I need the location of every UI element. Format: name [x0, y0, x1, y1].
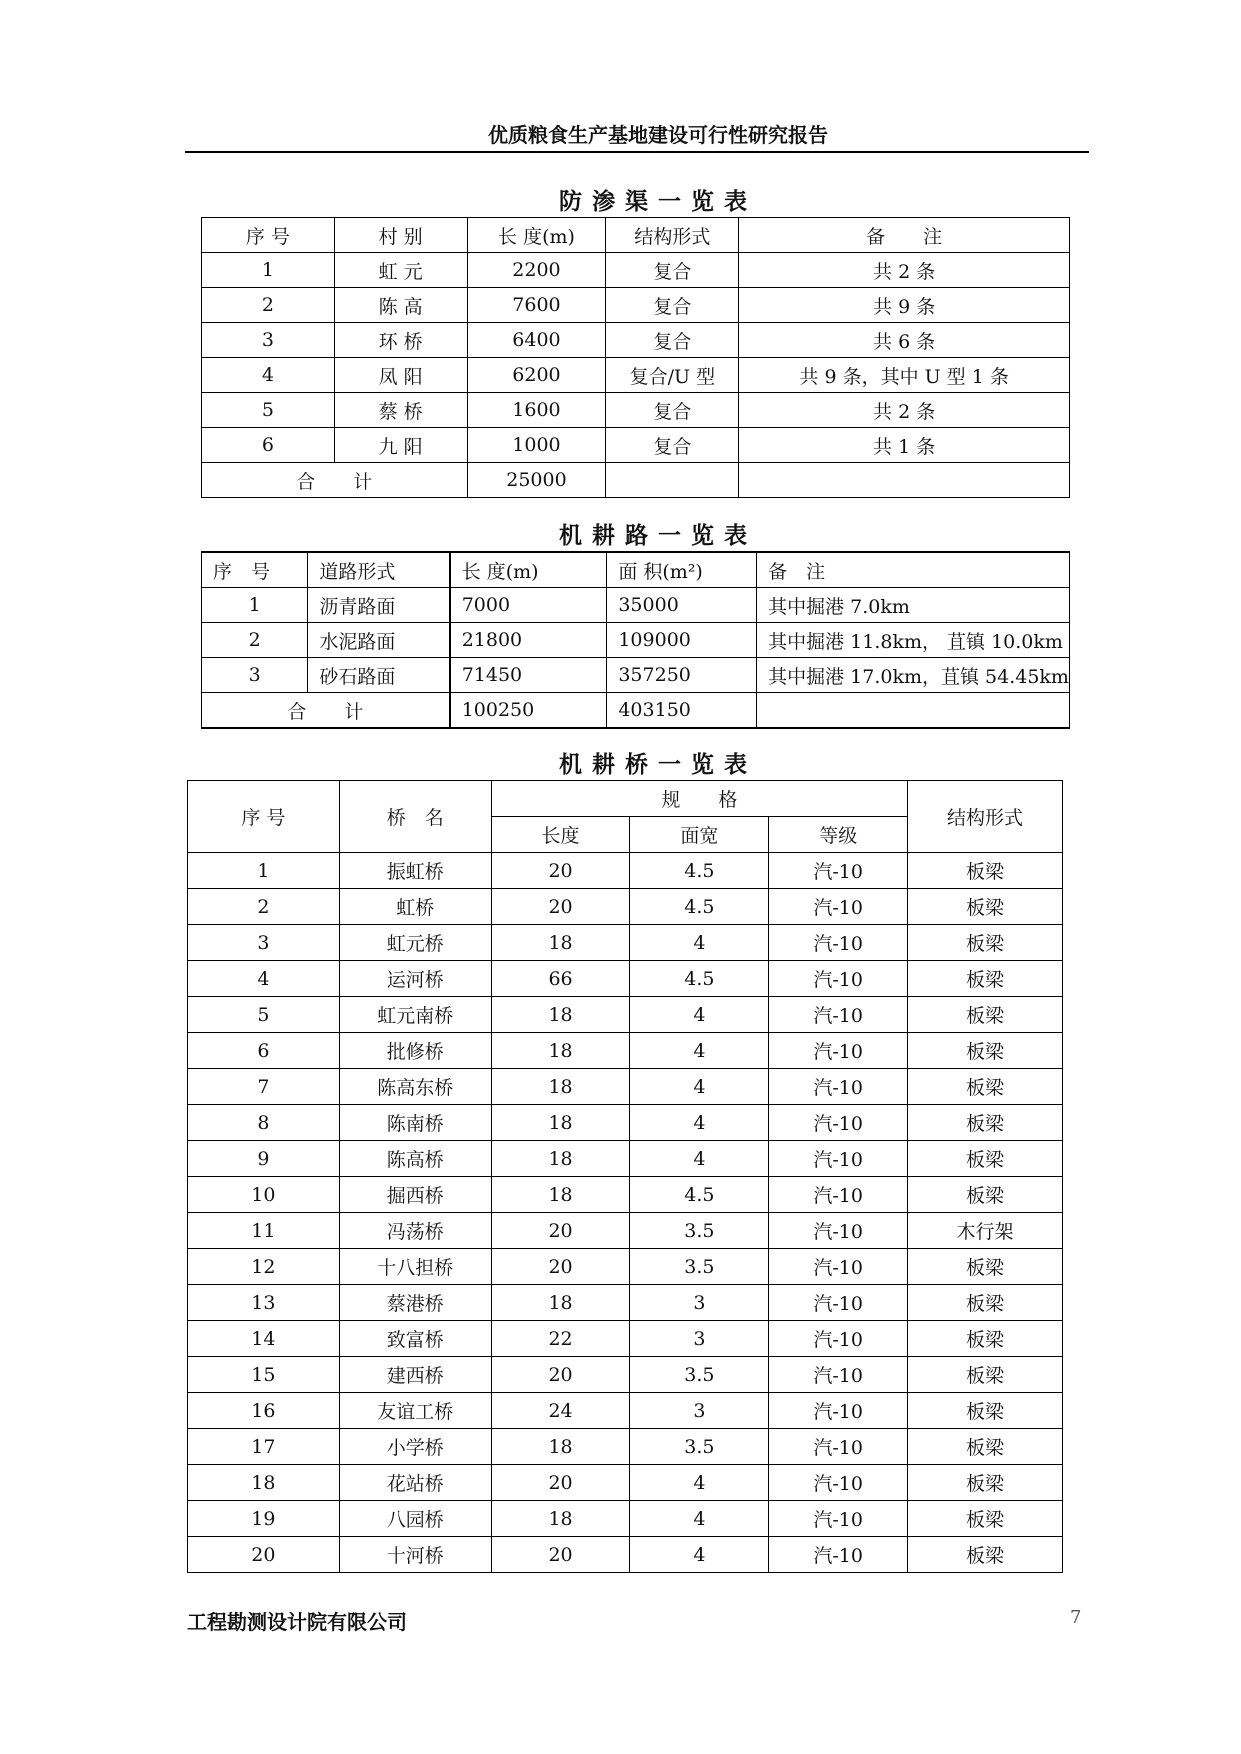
cell-structure: 复合 — [606, 253, 739, 288]
header-cell: 序 号 — [188, 781, 340, 853]
farm-road-table — [201, 551, 1070, 729]
cell-structure: 复合 — [606, 428, 739, 463]
table-row — [188, 1501, 1063, 1537]
cell-no: 2 — [188, 889, 340, 925]
cell-area: 35000 — [607, 588, 757, 623]
table-row — [188, 1141, 1063, 1177]
total-area: 403150 — [607, 693, 757, 729]
footer-company: 工程勘测设计院有限公司 — [187, 1610, 407, 1634]
cell-bridge-name: 陈高桥 — [339, 1141, 491, 1177]
table-row — [188, 1321, 1063, 1357]
total-length: 25000 — [467, 463, 606, 498]
cell-width: 4 — [630, 1069, 769, 1105]
header-cell: 道路形式 — [308, 552, 450, 588]
cell-bridge-name: 陈南桥 — [339, 1105, 491, 1141]
cell-empty — [757, 693, 1070, 729]
cell-no: 17 — [188, 1429, 340, 1465]
cell-width: 3 — [630, 1285, 769, 1321]
cell-remark: 共 9 条 — [739, 288, 1070, 323]
cell-length: 20 — [491, 1537, 630, 1573]
cell-remark: 其中掘港 11.8km， 苴镇 10.0km — [757, 623, 1070, 658]
cell-bridge-name: 花站桥 — [339, 1465, 491, 1501]
cell-grade: 汽-10 — [769, 1177, 908, 1213]
cell-road-type: 砂石路面 — [308, 658, 450, 693]
cell-no: 3 — [188, 925, 340, 961]
cell-bridge-name: 冯荡桥 — [339, 1213, 491, 1249]
cell-structure: 板梁 — [908, 961, 1063, 997]
cell-structure: 板梁 — [908, 1033, 1063, 1069]
bridge-rows — [188, 853, 1063, 1573]
cell-length: 22 — [491, 1321, 630, 1357]
cell-no: 16 — [188, 1393, 340, 1429]
cell-width: 3.5 — [630, 1213, 769, 1249]
cell-village: 蔡 桥 — [334, 393, 467, 428]
cell-bridge-name: 小学桥 — [339, 1429, 491, 1465]
cell-remark: 其中掘港 7.0km — [757, 588, 1070, 623]
cell-remark: 共 1 条 — [739, 428, 1070, 463]
cell-structure: 板梁 — [908, 853, 1063, 889]
cell-grade: 汽-10 — [769, 1537, 908, 1573]
cell-length: 18 — [491, 1105, 630, 1141]
cell-no: 2 — [202, 623, 308, 658]
cell-length: 18 — [491, 1069, 630, 1105]
cell-width: 3.5 — [630, 1249, 769, 1285]
cell-no: 20 — [188, 1537, 340, 1573]
table-row — [188, 889, 1063, 925]
header-cell: 长 度(m) — [467, 218, 606, 253]
cell-structure: 板梁 — [908, 889, 1063, 925]
cell-no: 15 — [188, 1357, 340, 1393]
cell-grade: 汽-10 — [769, 1249, 908, 1285]
cell-grade: 汽-10 — [769, 1069, 908, 1105]
cell-width: 4 — [630, 1105, 769, 1141]
cell-grade: 汽-10 — [769, 925, 908, 961]
cell-structure: 板梁 — [908, 1141, 1063, 1177]
header-cell: 长 度(m) — [450, 552, 607, 588]
cell-width: 4.5 — [630, 961, 769, 997]
table-row — [202, 323, 1070, 358]
cell-grade: 汽-10 — [769, 853, 908, 889]
cell-no: 6 — [188, 1033, 340, 1069]
cell-structure: 板梁 — [908, 997, 1063, 1033]
cell-no: 2 — [202, 288, 335, 323]
cell-no: 4 — [202, 358, 335, 393]
table-row — [188, 853, 1063, 889]
header-cell: 备 注 — [757, 552, 1070, 588]
cell-grade: 汽-10 — [769, 961, 908, 997]
cell-structure: 板梁 — [908, 1429, 1063, 1465]
table-row — [202, 393, 1070, 428]
cell-length: 66 — [491, 961, 630, 997]
table-row — [202, 588, 1070, 623]
cell-width: 4 — [630, 997, 769, 1033]
header-cell: 等级 — [769, 817, 908, 853]
cell-grade: 汽-10 — [769, 1321, 908, 1357]
table-row — [188, 1033, 1063, 1069]
page-number: 7 — [1070, 1607, 1082, 1628]
cell-bridge-name: 虹元南桥 — [339, 997, 491, 1033]
header-cell: 面 积(m²) — [607, 552, 757, 588]
cell-length: 6200 — [467, 358, 606, 393]
cell-no: 12 — [188, 1249, 340, 1285]
cell-length: 20 — [491, 853, 630, 889]
cell-length: 6400 — [467, 323, 606, 358]
header-rule — [185, 151, 1089, 153]
cell-bridge-name: 十河桥 — [339, 1537, 491, 1573]
cell-structure: 复合 — [606, 393, 739, 428]
table-row — [188, 1213, 1063, 1249]
cell-no: 4 — [188, 961, 340, 997]
header-cell: 桥 名 — [339, 781, 491, 853]
header-cell: 序 号 — [202, 552, 308, 588]
cell-structure: 板梁 — [908, 1537, 1063, 1573]
cell-length: 18 — [491, 1285, 630, 1321]
table-row — [188, 1177, 1063, 1213]
cell-length: 7600 — [467, 288, 606, 323]
cell-grade: 汽-10 — [769, 1357, 908, 1393]
header-cell: 规 格 — [491, 781, 907, 817]
cell-grade: 汽-10 — [769, 1213, 908, 1249]
table3-title: 机耕桥一览表 — [559, 752, 757, 778]
table-row — [202, 358, 1070, 393]
total-length: 100250 — [450, 693, 607, 729]
cell-length: 20 — [491, 889, 630, 925]
cell-grade: 汽-10 — [769, 1393, 908, 1429]
cell-bridge-name: 振虹桥 — [339, 853, 491, 889]
table-row — [188, 1249, 1063, 1285]
cell-structure: 板梁 — [908, 1357, 1063, 1393]
cell-no: 18 — [188, 1465, 340, 1501]
page-header-title: 优质粮食生产基地建设可行性研究报告 — [488, 123, 828, 147]
cell-no: 9 — [188, 1141, 340, 1177]
cell-structure: 板梁 — [908, 925, 1063, 961]
cell-length: 18 — [491, 925, 630, 961]
cell-bridge-name: 虹元桥 — [339, 925, 491, 961]
cell-area: 109000 — [607, 623, 757, 658]
cell-structure: 复合/U 型 — [606, 358, 739, 393]
cell-length: 71450 — [450, 658, 607, 693]
cell-no: 10 — [188, 1177, 340, 1213]
cell-length: 7000 — [450, 588, 607, 623]
cell-grade: 汽-10 — [769, 1033, 908, 1069]
cell-grade: 汽-10 — [769, 889, 908, 925]
cell-structure: 木行架 — [908, 1213, 1063, 1249]
cell-bridge-name: 掘西桥 — [339, 1177, 491, 1213]
cell-bridge-name: 致富桥 — [339, 1321, 491, 1357]
cell-width: 4 — [630, 925, 769, 961]
table-row — [188, 1537, 1063, 1573]
cell-width: 4 — [630, 1501, 769, 1537]
total-label: 合 计 — [202, 463, 468, 498]
cell-bridge-name: 友谊工桥 — [339, 1393, 491, 1429]
header-cell: 村 别 — [334, 218, 467, 253]
table-row — [188, 1105, 1063, 1141]
table-row — [188, 997, 1063, 1033]
cell-no: 1 — [188, 853, 340, 889]
cell-length: 20 — [491, 1213, 630, 1249]
cell-structure: 板梁 — [908, 1105, 1063, 1141]
cell-no: 5 — [188, 997, 340, 1033]
cell-bridge-name: 虹桥 — [339, 889, 491, 925]
cell-grade: 汽-10 — [769, 1501, 908, 1537]
cell-width: 4 — [630, 1141, 769, 1177]
cell-length: 1600 — [467, 393, 606, 428]
cell-grade: 汽-10 — [769, 1285, 908, 1321]
cell-no: 13 — [188, 1285, 340, 1321]
cell-length: 20 — [491, 1249, 630, 1285]
header-cell: 备 注 — [739, 218, 1070, 253]
header-cell: 结构形式 — [908, 781, 1063, 853]
cell-structure: 复合 — [606, 323, 739, 358]
cell-bridge-name: 十八担桥 — [339, 1249, 491, 1285]
cell-no: 11 — [188, 1213, 340, 1249]
cell-grade: 汽-10 — [769, 1429, 908, 1465]
table-row — [202, 288, 1070, 323]
cell-bridge-name: 八园桥 — [339, 1501, 491, 1537]
cell-remark: 共 2 条 — [739, 393, 1070, 428]
cell-width: 4.5 — [630, 853, 769, 889]
total-label: 合 计 — [202, 693, 450, 729]
table-row — [188, 1069, 1063, 1105]
header-cell: 序 号 — [202, 218, 335, 253]
cell-structure: 板梁 — [908, 1285, 1063, 1321]
cell-no: 19 — [188, 1501, 340, 1537]
cell-no: 14 — [188, 1321, 340, 1357]
table-row — [188, 1429, 1063, 1465]
cell-length: 18 — [491, 1033, 630, 1069]
cell-area: 357250 — [607, 658, 757, 693]
cell-width: 4 — [630, 1033, 769, 1069]
table-total-row — [202, 463, 1070, 498]
cell-remark: 共 2 条 — [739, 253, 1070, 288]
cell-village: 凤 阳 — [334, 358, 467, 393]
cell-width: 4 — [630, 1537, 769, 1573]
cell-road-type: 沥青路面 — [308, 588, 450, 623]
cell-length: 1000 — [467, 428, 606, 463]
table-row — [188, 1285, 1063, 1321]
cell-structure: 板梁 — [908, 1321, 1063, 1357]
cell-remark: 其中掘港 17.0km，苴镇 54.45km — [757, 658, 1070, 693]
cell-length: 21800 — [450, 623, 607, 658]
cell-length: 20 — [491, 1357, 630, 1393]
cell-no: 8 — [188, 1105, 340, 1141]
header-cell: 长度 — [491, 817, 630, 853]
cell-village: 环 桥 — [334, 323, 467, 358]
table-row — [202, 623, 1070, 658]
table-row — [188, 925, 1063, 961]
cell-no: 1 — [202, 588, 308, 623]
table-header-row — [202, 218, 1070, 253]
cell-grade: 汽-10 — [769, 1105, 908, 1141]
cell-length: 2200 — [467, 253, 606, 288]
cell-village: 陈 高 — [334, 288, 467, 323]
cell-no: 5 — [202, 393, 335, 428]
cell-length: 18 — [491, 997, 630, 1033]
cell-grade: 汽-10 — [769, 1141, 908, 1177]
table-row — [202, 658, 1070, 693]
cell-no: 6 — [202, 428, 335, 463]
table1-title: 防渗渠一览表 — [559, 189, 757, 215]
cell-bridge-name: 陈高东桥 — [339, 1069, 491, 1105]
cell-length: 18 — [491, 1177, 630, 1213]
cell-village: 虹 元 — [334, 253, 467, 288]
table-row — [188, 1357, 1063, 1393]
cell-no: 7 — [188, 1069, 340, 1105]
cell-no: 3 — [202, 658, 308, 693]
cell-structure: 板梁 — [908, 1249, 1063, 1285]
cell-grade: 汽-10 — [769, 997, 908, 1033]
table-row — [188, 1465, 1063, 1501]
farm-bridge-table — [187, 780, 1063, 1573]
cell-empty — [739, 463, 1070, 498]
cell-remark: 共 6 条 — [739, 323, 1070, 358]
cell-width: 4.5 — [630, 889, 769, 925]
cell-structure: 板梁 — [908, 1069, 1063, 1105]
table-row — [188, 1393, 1063, 1429]
cell-structure: 板梁 — [908, 1501, 1063, 1537]
cell-remark: 共 9 条，其中 U 型 1 条 — [739, 358, 1070, 393]
table-total-row — [202, 693, 1070, 729]
seepage-channel-table — [201, 217, 1070, 498]
cell-grade: 汽-10 — [769, 1465, 908, 1501]
cell-bridge-name: 蔡港桥 — [339, 1285, 491, 1321]
cell-structure: 板梁 — [908, 1465, 1063, 1501]
table-row — [202, 428, 1070, 463]
cell-length: 18 — [491, 1501, 630, 1537]
cell-road-type: 水泥路面 — [308, 623, 450, 658]
table-row — [188, 961, 1063, 997]
cell-bridge-name: 运河桥 — [339, 961, 491, 997]
cell-width: 3 — [630, 1321, 769, 1357]
cell-width: 3 — [630, 1393, 769, 1429]
header-cell: 面宽 — [630, 817, 769, 853]
cell-length: 18 — [491, 1429, 630, 1465]
cell-structure: 板梁 — [908, 1393, 1063, 1429]
cell-width: 4.5 — [630, 1177, 769, 1213]
cell-village: 九 阳 — [334, 428, 467, 463]
table-header-row — [188, 781, 1063, 817]
table-row — [202, 253, 1070, 288]
cell-length: 18 — [491, 1141, 630, 1177]
cell-width: 4 — [630, 1465, 769, 1501]
cell-no: 1 — [202, 253, 335, 288]
table2-title: 机耕路一览表 — [559, 523, 757, 549]
cell-width: 3.5 — [630, 1429, 769, 1465]
cell-length: 24 — [491, 1393, 630, 1429]
cell-empty — [606, 463, 739, 498]
cell-structure: 复合 — [606, 288, 739, 323]
cell-bridge-name: 建西桥 — [339, 1357, 491, 1393]
cell-width: 3.5 — [630, 1357, 769, 1393]
cell-bridge-name: 批修桥 — [339, 1033, 491, 1069]
cell-length: 20 — [491, 1465, 630, 1501]
cell-structure: 板梁 — [908, 1177, 1063, 1213]
header-cell: 结构形式 — [606, 218, 739, 253]
cell-no: 3 — [202, 323, 335, 358]
table-header-row — [202, 552, 1070, 588]
